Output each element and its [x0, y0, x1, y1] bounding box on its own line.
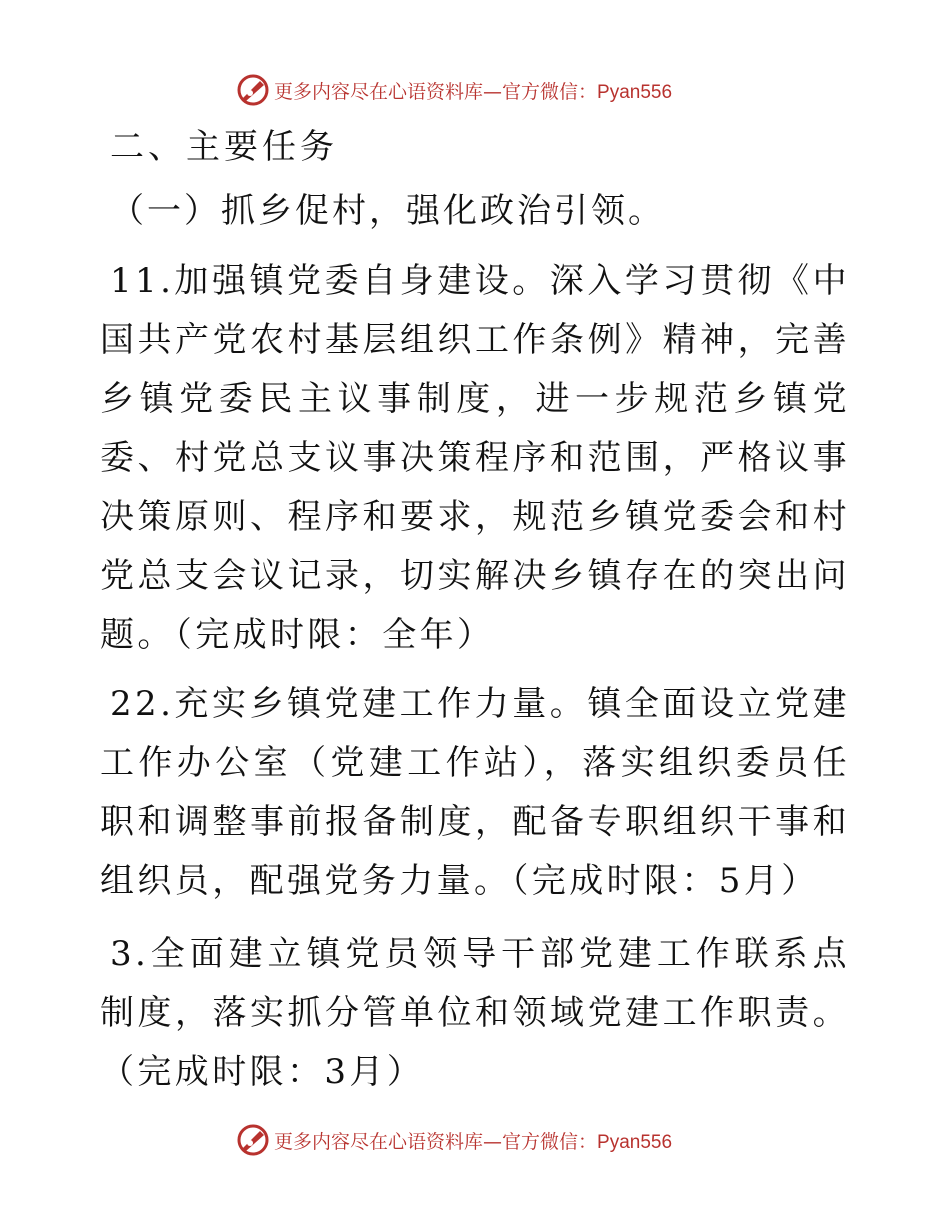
quill-logo-icon — [236, 1123, 270, 1157]
footer-watermark-banner — [236, 1122, 736, 1158]
banner-text — [274, 1127, 672, 1154]
banner-promo-text: 更多内容尽在心语资料库 — [274, 1130, 484, 1153]
banner-wechat-label: 官方微信： — [502, 1130, 598, 1153]
subsection-heading: （一）抓乡促村，强化政治引领。 — [110, 191, 665, 231]
banner-text — [274, 77, 672, 104]
banner-wechat-id: Pyan556 — [597, 81, 673, 103]
banner-promo-text: 更多内容尽在心语资料库 — [274, 80, 484, 103]
paragraph-task-22: 22.充实乡镇党建工作力量。镇全面设立党建工作办公室（党建工作站），落实组织委员任职和调整事前报备制度，配备专职组织干事和组织员，配强党务力量。（完成时限：5月） — [100, 684, 850, 901]
banner-wechat-label: 官方微信： — [502, 80, 598, 103]
document-body — [100, 122, 850, 1102]
quill-logo-icon — [236, 73, 270, 107]
section-heading: 二、主要任务 — [110, 127, 338, 167]
paragraph-task-11: 11.加强镇党委自身建设。深入学习贯彻《中国共产党农村基层组织工作条例》精神，完善乡镇党委民主议事制度，进一步规范乡镇党委、村党总支议事决策程序和范围，严格议事决策原则、程序和要求，规范乡镇党委会和村党总支会议记录，切实解决乡镇存在的突出问题。（完成时限：全年） — [100, 261, 850, 655]
header-watermark-banner — [236, 72, 736, 108]
banner-separator: — — [483, 1130, 503, 1153]
banner-wechat-id: Pyan556 — [597, 1131, 673, 1153]
paragraph-task-3: 3.全面建立镇党员领导干部党建工作联系点制度，落实抓分管单位和领域党建工作职责。（完成时限：3月） — [100, 934, 850, 1092]
banner-separator: — — [483, 80, 503, 103]
